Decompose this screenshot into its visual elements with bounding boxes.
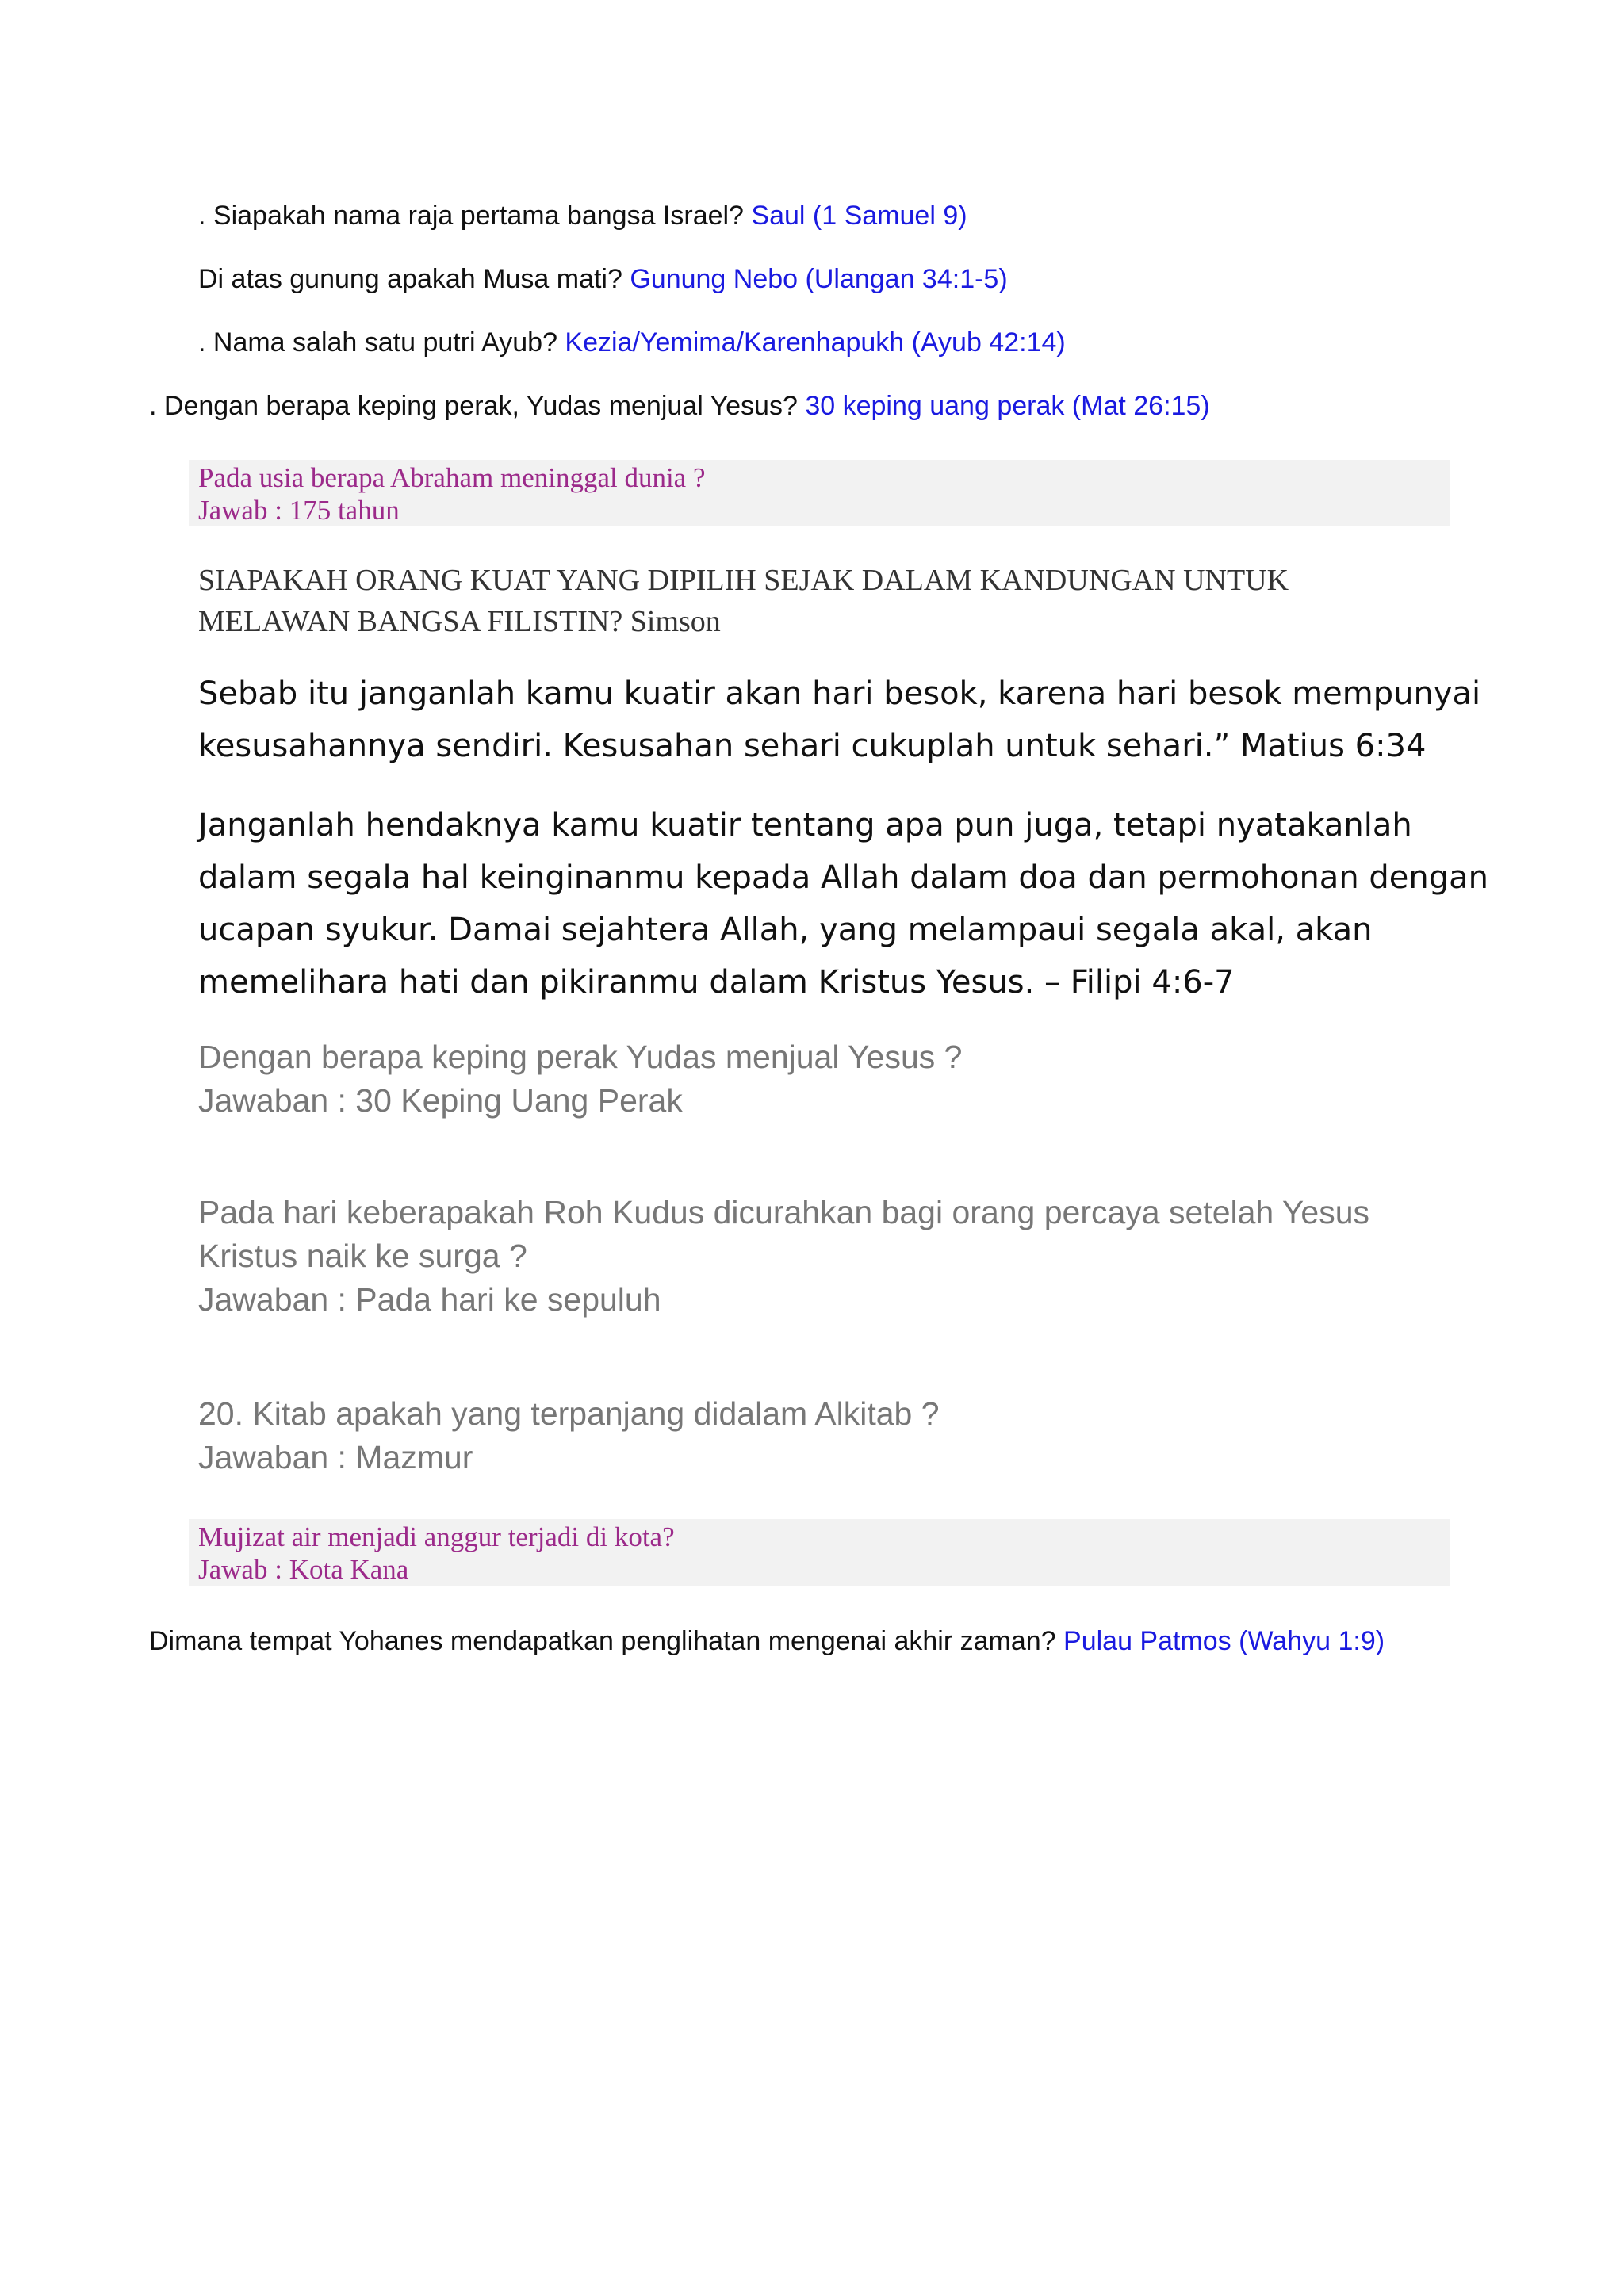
verse-matius [198,668,1480,772]
verse-filipi [198,799,1488,1008]
grey-answer: Jawaban : Pada hari ke sepuluh [198,1281,661,1318]
grey-qa-longest-book [198,1392,940,1479]
grey-question: Dengan berapa keping perak Yudas menjual Yesus ? [198,1039,963,1075]
question-text: Dimana tempat Yohanes mendapatkan penglihatan mengenai akhir zaman? [149,1626,1064,1656]
answer-text: Gunung Nebo (Ulangan 34:1-5) [630,264,1008,294]
verse-line: dalam segala hal keinginanmu kepada Allah dalam doa dan permohonan dengan [198,859,1488,896]
verse-line: Sebab itu janganlah kamu kuatir akan hari besok, karena hari besok mempunyai [198,675,1481,712]
box-question: Mujizat air menjadi anggur terjadi di kota? [198,1521,675,1552]
verse-line: Janganlah hendaknya kamu kuatir tentang apa pun juga, tetapi nyatakanlah [198,807,1412,844]
grey-qa-holy-spirit [198,1191,1369,1322]
caps-line: MELAWAN BANGSA FILISTIN? Simson [198,605,721,638]
shaded-box-cana [189,1519,1450,1586]
verse-line: ucapan syukur. Damai sejahtera Allah, yang melampaui segala akal, akan [198,912,1373,948]
answer-text: 30 keping uang perak (Mat 26:15) [805,391,1210,421]
qa-line-patmos [149,1625,1385,1657]
qa-line-moses-mountain [198,263,1008,295]
caps-line: SIAPAKAH ORANG KUAT YANG DIPILIH SEJAK DALAM KANDUNGAN UNTUK [198,564,1289,597]
answer-text: Pulau Patmos (Wahyu 1:9) [1063,1626,1385,1656]
verse-line: memelihara hati dan pikiranmu dalam Kristus Yesus. – Filipi 4:6-7 [198,964,1235,1001]
answer-text: Saul (1 Samuel 9) [751,201,967,231]
box-answer: Jawab : 175 tahun [198,495,400,526]
answer-text: Kezia/Yemima/Karenhapukh (Ayub 42:14) [565,327,1066,358]
grey-answer: Jawaban : 30 Keping Uang Perak [198,1082,683,1119]
question-text: . Nama salah satu putri Ayub? [198,327,565,358]
qa-line-first-king [198,200,967,232]
grey-qa-judas [198,1035,962,1123]
grey-question: 20. Kitab apakah yang terpanjang didalam Alkitab ? [198,1395,940,1432]
box-question: Pada usia berapa Abraham meninggal dunia ? [198,462,706,493]
grey-question: Kristus naik ke surga ? [198,1238,527,1274]
box-answer: Jawab : Kota Kana [198,1554,409,1585]
qa-line-judas-silver [149,390,1210,422]
question-text: . Dengan berapa keping perak, Yudas menjual Yesus? [149,391,806,421]
caps-question-simson [198,560,1289,642]
verse-line: kesusahannya sendiri. Kesusahan sehari cukuplah untuk sehari.” Matius 6:34 [198,728,1427,764]
question-text: . Siapakah nama raja pertama bangsa Israel? [198,201,752,231]
shaded-box-abraham [189,460,1450,526]
grey-answer: Jawaban : Mazmur [198,1439,473,1475]
grey-question: Pada hari keberapakah Roh Kudus dicurahkan bagi orang percaya setelah Yesus [198,1194,1370,1230]
qa-line-job-daughter [198,327,1066,358]
question-text: Di atas gunung apakah Musa mati? [198,264,630,294]
